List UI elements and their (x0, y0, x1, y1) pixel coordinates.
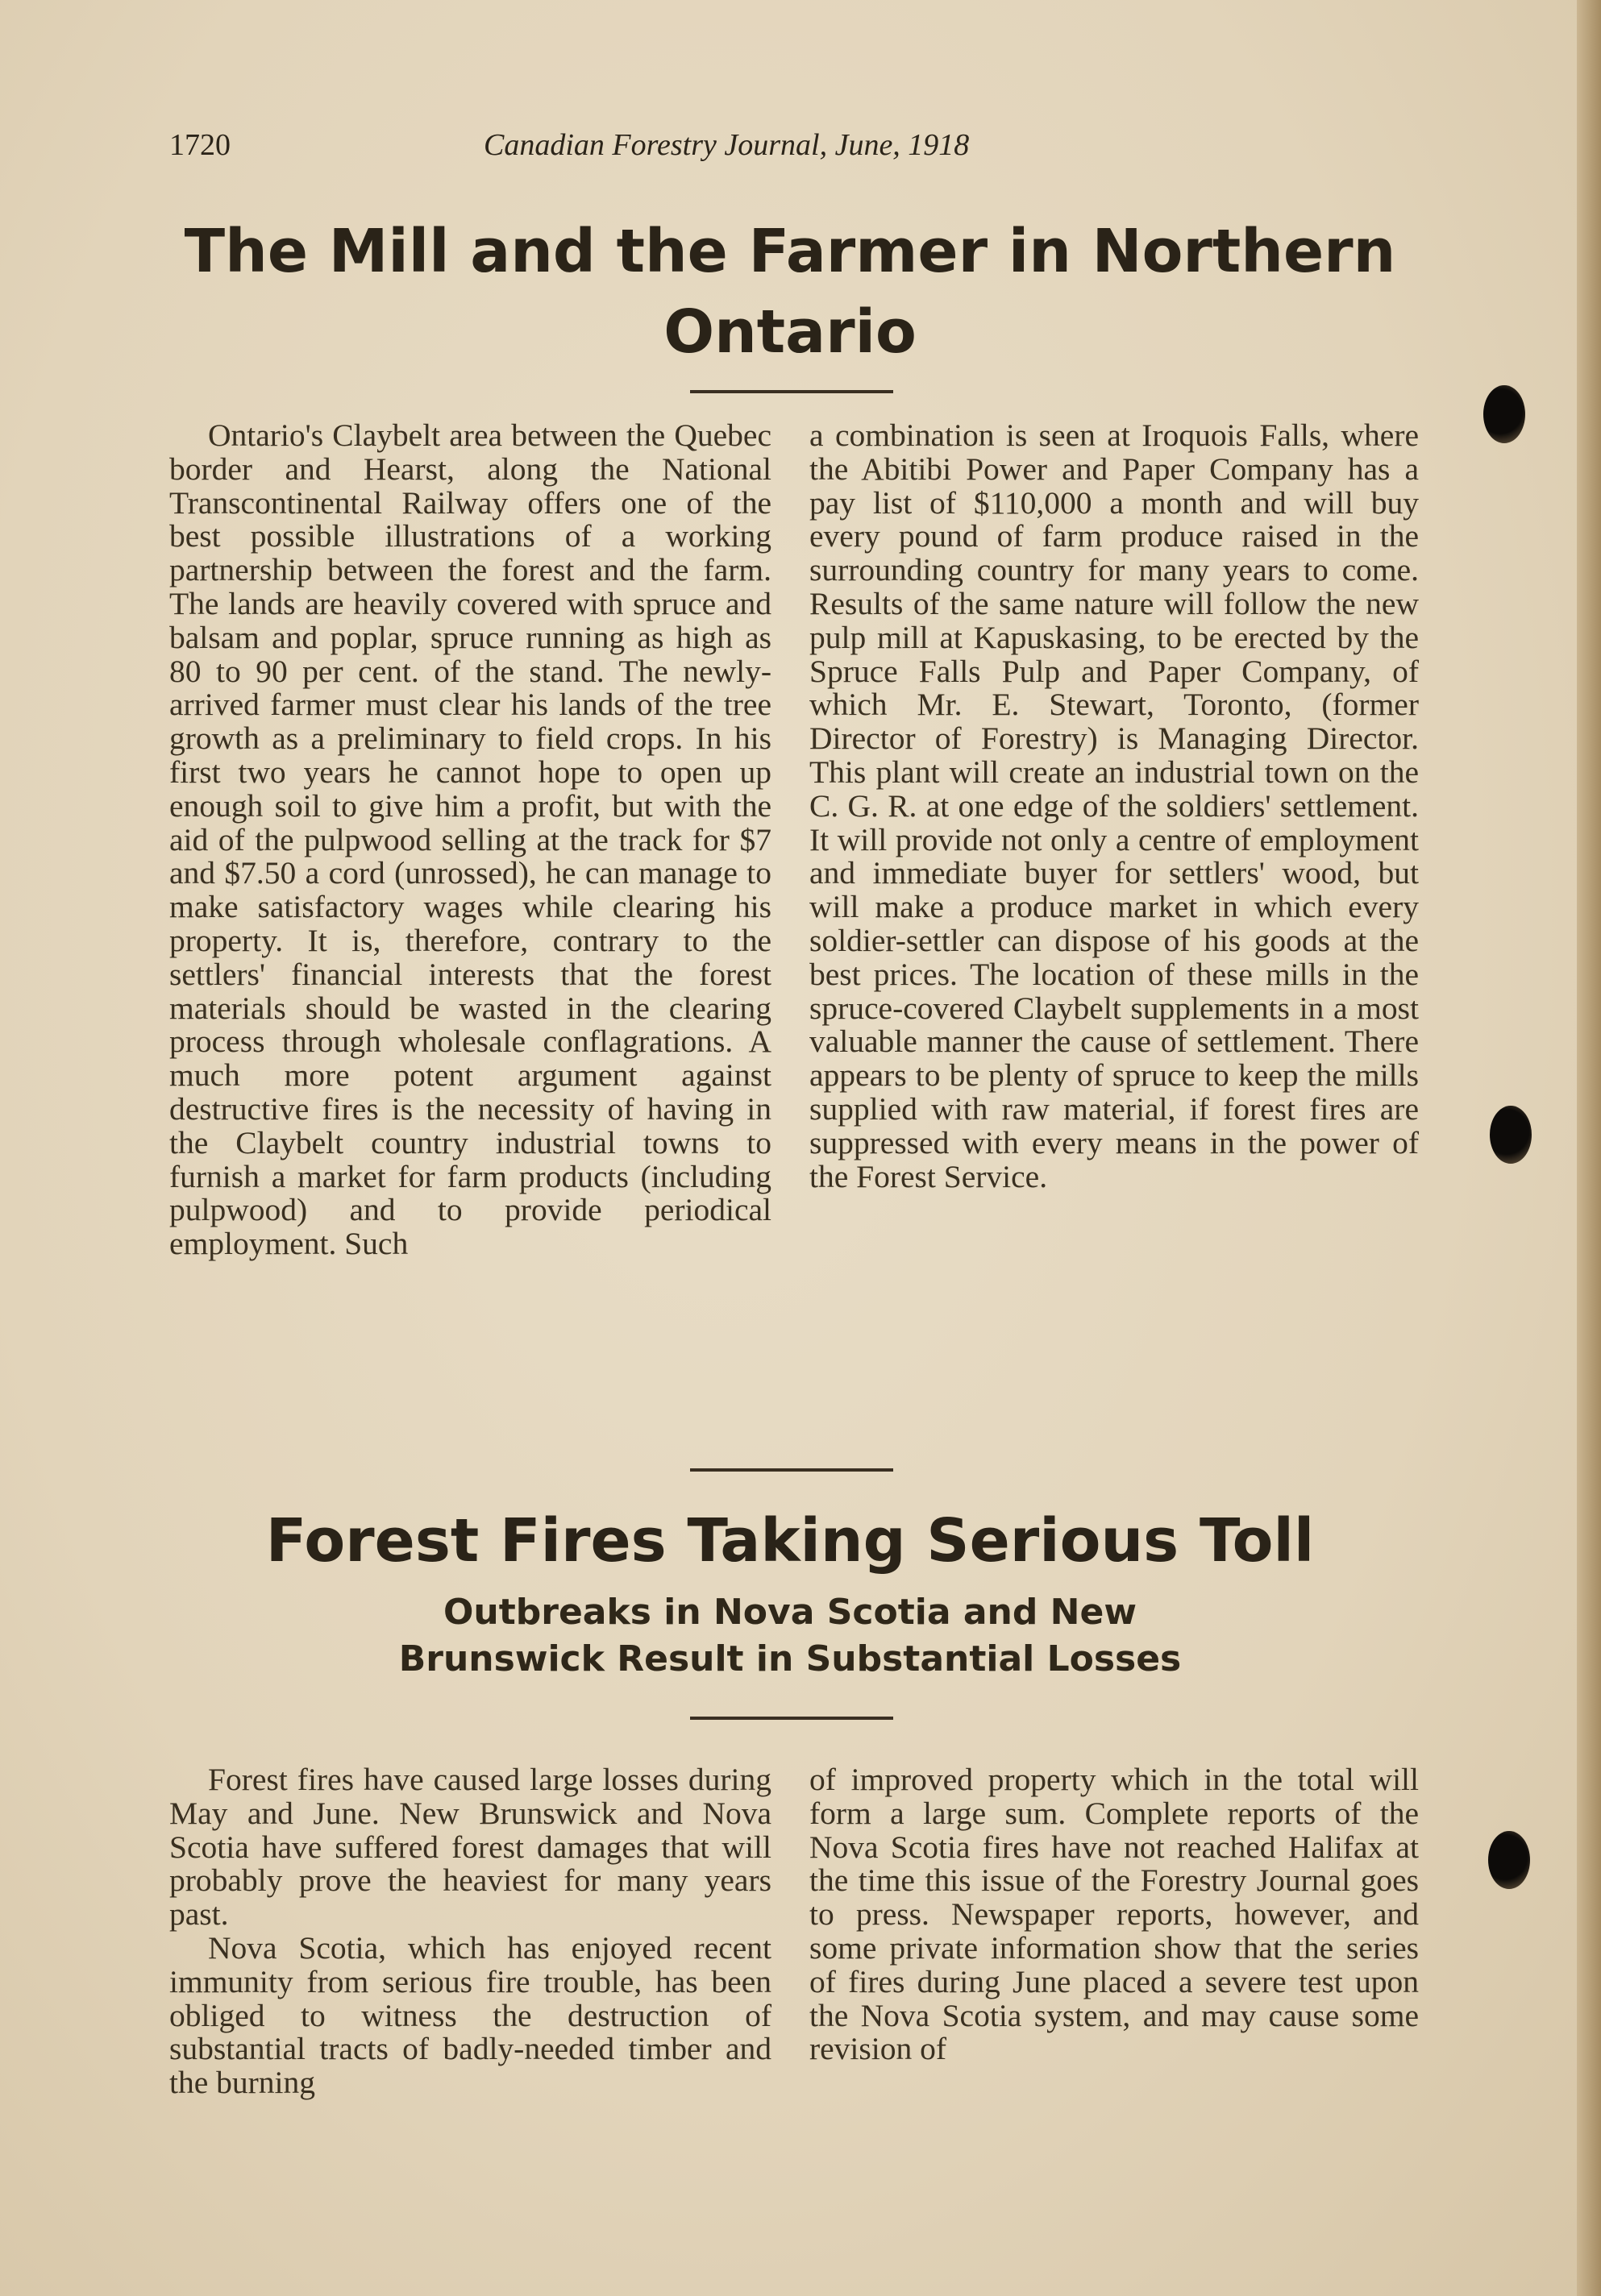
article-title-line-1: The Mill and the Farmer in Northern (184, 217, 1396, 286)
article-column-left (169, 419, 771, 1261)
article-title-line-2: Ontario (663, 297, 917, 367)
article-column-right (809, 419, 1419, 1194)
journal-title: Canadian Forestry Journal, June, 1918 (484, 128, 970, 162)
paragraph: Ontario's Claybelt area between the Quebec border and Hearst, along the National Transcontinental Railway offers one of the best possible illustrations of a working partnership between the forest and the farm. The lands are heavily covered with spruce and balsam and poplar, spruce running as high as 80 to 90 per cent. of the stand. The newly-arrived farmer must clear his lands of the tree growth as a preliminary to field crops. In his first two years he cannot hope to open up enough soil to give him a profit, but with the aid of the pulpwood selling at the track for $7 and $7.50 a cord (unrossed), he can manage to make satisfactory wages while clearing his property. It is, therefore, contrary to the settlers' financial interests that the forest materials should be wasted in the clearing process through wholesale conflagrations. A much more potent argument against destructive fires is the necessity of having in the Claybelt country industrial towns to furnish a market for farm products (including pulpwood) and to provide periodical employment. Such (169, 417, 771, 1262)
subtitle-rule (690, 1717, 893, 1720)
binding-hole-middle (1490, 1106, 1532, 1164)
article-column-left (169, 1763, 771, 2100)
subtitle-line-1: Outbreaks in Nova Scotia and New (443, 1592, 1137, 1633)
binding-hole-bottom (1488, 1831, 1530, 1889)
paragraph: of improved property which in the total will form a large sum. Complete reports of the Nova Scotia fires have not reached Halifax at the time this issue of the Forestry Journal goes to press. Newspaper reports, however, and some private information show that the series of fires during June placed a severe test upon the Nova Scotia system, and may cause some revision of (809, 1762, 1419, 2067)
article-column-right (809, 1763, 1419, 2066)
subtitle-line-2: Brunswick Result in Substantial Losses (398, 1638, 1182, 1679)
page-edge (1577, 0, 1601, 2296)
paragraph: a combination is seen at Iroquois Falls, where the Abitibi Power and Paper Company has a pay list of $110,000 a month and will buy every pound of farm produce raised in the surrounding country for many years to come. Results of the same nature will follow the new pulp mill at Kapuskasing, to be erected by the Spruce Falls Pulp and Paper Company, of which Mr. E. Stewart, Toronto, (former Director of Forestry) is Managing Director. This plant will create an industrial town on the C. G. R. at one edge of the soldiers' settlement. It will provide not only a centre of employment and immediate buyer for settlers' wood, but will make a produce market in which every soldier-settler can dispose of his goods at the best prices. The location of these mills in the spruce-covered Claybelt supplements in a most valuable manner the cause of settlement. There appears to be plenty of spruce to keep the mills supplied with raw material, if forest fires are suppressed with every means in the power of the Forest Service. (809, 417, 1419, 1194)
title-rule (690, 390, 893, 393)
binding-hole-top (1483, 385, 1525, 443)
section-rule (690, 1468, 893, 1472)
article-title: Forest Fires Taking Serious Toll (265, 1506, 1315, 1576)
article-subtitle (129, 1589, 1451, 1683)
running-header (169, 127, 1419, 168)
paragraph: Forest fires have caused large losses during May and June. New Brunswick and Nova Scotia have suffered forest damages that will probably prove the heaviest for many years past. (169, 1762, 771, 1933)
article-title (129, 211, 1451, 372)
paragraph: Nova Scotia, which has enjoyed recent immunity from serious fire trouble, has been obliged to witness the destruction of substantial tracts of badly-needed timber and the burning (169, 1929, 771, 2101)
page-number: 1720 (169, 128, 231, 162)
